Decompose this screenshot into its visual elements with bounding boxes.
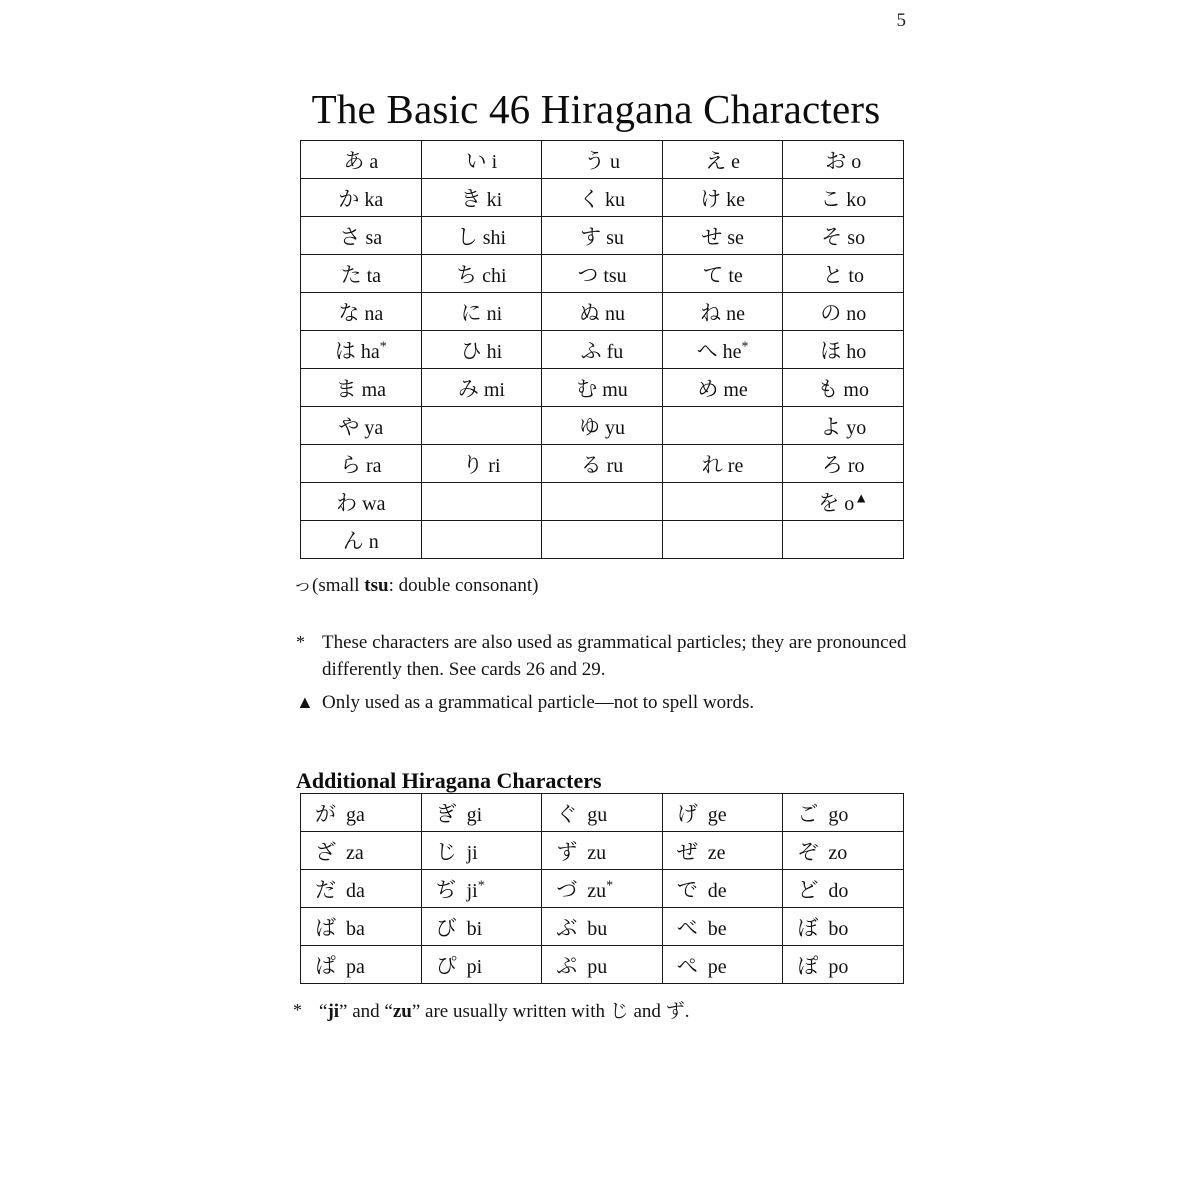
kana-glyph: ら xyxy=(340,452,362,477)
romaji-label: zu xyxy=(582,841,607,864)
table-cell-pu xyxy=(542,946,663,984)
romaji-label: da xyxy=(341,879,365,902)
romaji-label: o xyxy=(846,150,862,173)
romaji-label: ga xyxy=(341,803,365,826)
table-cell-empty xyxy=(542,521,663,559)
table-cell-pa xyxy=(301,946,422,984)
romaji-label: su xyxy=(601,226,624,249)
table-cell-ta xyxy=(301,255,422,293)
table-cell-hi xyxy=(421,331,542,369)
kana-glyph: さ xyxy=(339,224,361,249)
romaji-label: ya xyxy=(359,416,384,439)
romaji-label: ma xyxy=(356,378,387,401)
romaji-label: re xyxy=(722,454,744,477)
romaji-label: pi xyxy=(461,955,483,978)
table-cell-e xyxy=(662,141,783,179)
romaji-label: gi xyxy=(461,803,483,826)
table-cell-ji xyxy=(421,870,542,908)
romaji-label: gu xyxy=(582,803,608,826)
romaji-label: ji xyxy=(461,841,478,864)
kana-glyph: む xyxy=(576,376,598,401)
table-row xyxy=(301,141,904,179)
table-row xyxy=(301,946,904,984)
page-number: 5 xyxy=(896,10,906,31)
table-cell-ka xyxy=(301,179,422,217)
table-cell-ha xyxy=(301,331,422,369)
romaji-label: e xyxy=(726,150,741,173)
romaji-label: ro xyxy=(842,454,865,477)
small-tsu-prefix: (small xyxy=(312,575,365,596)
romaji-label: n xyxy=(363,530,379,553)
table-row xyxy=(301,217,904,255)
table-cell-no xyxy=(783,293,904,331)
kana-glyph: げ xyxy=(676,801,698,826)
romaji-label: tsu xyxy=(598,264,627,287)
kana-glyph: ど xyxy=(797,877,819,902)
table-row xyxy=(301,908,904,946)
table-cell-to xyxy=(783,255,904,293)
romaji-label: shi xyxy=(477,226,507,249)
table-cell-be xyxy=(662,908,783,946)
table-cell-empty xyxy=(662,483,783,521)
table-cell-yo xyxy=(783,407,904,445)
footnote-jizu-suffix: . xyxy=(684,1001,690,1022)
additional-hiragana-heading: Additional Hiragana Characters xyxy=(296,768,602,794)
table-cell-o xyxy=(783,141,904,179)
table-row xyxy=(301,870,904,908)
table-cell-ko xyxy=(783,179,904,217)
table-cell-pi xyxy=(421,946,542,984)
table-cell-ma xyxy=(301,369,422,407)
asterisk-marker: * xyxy=(606,877,614,893)
romaji-label: be xyxy=(702,917,727,940)
table-cell-mu xyxy=(542,369,663,407)
small-tsu-note xyxy=(293,570,538,597)
table-cell-u xyxy=(542,141,663,179)
kana-glyph: お xyxy=(825,148,847,173)
kana-glyph: こ xyxy=(820,186,842,211)
romaji-label: bi xyxy=(461,917,483,940)
romaji-label: nu xyxy=(599,302,625,325)
kana-glyph: と xyxy=(822,262,844,287)
kana-glyph: ゆ xyxy=(578,414,600,439)
table-cell-shi xyxy=(421,217,542,255)
kana-glyph: ん xyxy=(342,528,364,553)
table-cell-gu xyxy=(542,794,663,832)
romaji-label: fu xyxy=(601,340,624,363)
kana-glyph: じ xyxy=(435,839,457,864)
kana-glyph: び xyxy=(435,915,457,940)
table-cell-empty xyxy=(542,483,663,521)
table-cell-da xyxy=(301,870,422,908)
basic-hiragana-table xyxy=(300,140,904,559)
asterisk-marker: * xyxy=(477,877,485,893)
kana-glyph: ぺ xyxy=(676,953,698,978)
romaji-label: te xyxy=(723,264,743,287)
romaji-label: go xyxy=(823,803,849,826)
table-cell-empty xyxy=(662,407,783,445)
kana-glyph: ぢ xyxy=(435,877,457,902)
kana-glyph: め xyxy=(697,376,719,401)
kana-glyph: よ xyxy=(820,414,842,439)
romaji-label: ke xyxy=(721,188,746,211)
kana-glyph: ぎ xyxy=(435,801,457,826)
table-cell-ki xyxy=(421,179,542,217)
footnote-asterisk-marker: * xyxy=(296,632,305,652)
table-row xyxy=(301,832,904,870)
table-row xyxy=(301,369,904,407)
table-row xyxy=(301,255,904,293)
kana-glyph: り xyxy=(462,452,484,477)
kana-glyph: づ xyxy=(556,877,578,902)
table-cell-ku xyxy=(542,179,663,217)
small-tsu-suffix: : double consonant) xyxy=(388,575,539,596)
table-cell-empty xyxy=(421,483,542,521)
kana-glyph: あ xyxy=(343,148,365,173)
table-cell-po xyxy=(783,946,904,984)
table-cell-ze xyxy=(662,832,783,870)
kana-glyph: て xyxy=(702,262,724,287)
table-cell-i xyxy=(421,141,542,179)
romaji-label: ka xyxy=(359,188,384,211)
romaji-label: chi xyxy=(477,264,507,287)
kana-glyph: く xyxy=(578,186,600,211)
kana-glyph: ぷ xyxy=(556,953,578,978)
kana-glyph: か xyxy=(338,186,360,211)
romaji-label: yo xyxy=(841,416,867,439)
kana-glyph: ま xyxy=(335,376,357,401)
table-cell-ro xyxy=(783,445,904,483)
kana-glyph: け xyxy=(700,186,722,211)
footnote-triangle-text: Only used as a grammatical particle—not to spell words. xyxy=(322,692,755,713)
romaji-label: i xyxy=(486,150,498,173)
additional-hiragana-table xyxy=(300,793,904,984)
table-cell-ho xyxy=(783,331,904,369)
table-cell-ke xyxy=(662,179,783,217)
table-cell-empty xyxy=(421,521,542,559)
kana-glyph: で xyxy=(676,877,698,902)
romaji-label: ha xyxy=(355,340,380,363)
kana-glyph: べ xyxy=(676,915,698,940)
romaji-label: no xyxy=(841,302,867,325)
kana-glyph: き xyxy=(460,186,482,211)
romaji-label: ni xyxy=(481,302,503,325)
kana-glyph: ね xyxy=(700,300,722,325)
romaji-label: a xyxy=(364,150,379,173)
table-cell-n xyxy=(301,521,422,559)
romaji-label: se xyxy=(722,226,744,249)
romaji-label: to xyxy=(843,264,864,287)
kana-glyph: に xyxy=(460,300,482,325)
romaji-label: u xyxy=(604,150,620,173)
table-cell-empty xyxy=(783,521,904,559)
kana-glyph: ろ xyxy=(821,452,843,477)
romaji-label: he xyxy=(717,340,742,363)
table-cell-te xyxy=(662,255,783,293)
table-row xyxy=(301,179,904,217)
footnote-jizu-mid3: and xyxy=(628,1001,666,1022)
table-row xyxy=(301,521,904,559)
romaji-label: ta xyxy=(361,264,382,287)
footnote-jizu-text xyxy=(319,998,913,1026)
table-cell-mi xyxy=(421,369,542,407)
table-cell-me xyxy=(662,369,783,407)
footnote-jizu-prefix: “ xyxy=(319,1001,328,1022)
table-row xyxy=(301,445,904,483)
basic-hiragana-table-body xyxy=(301,141,904,559)
kana-glyph: う xyxy=(583,148,605,173)
kana-glyph: ぼ xyxy=(797,915,819,940)
table-cell-ga xyxy=(301,794,422,832)
table-cell-bo xyxy=(783,908,904,946)
page-title: The Basic 46 Hiragana Characters xyxy=(311,86,881,133)
kana-glyph: ふ xyxy=(580,338,602,363)
table-cell-de xyxy=(662,870,783,908)
kana-glyph: た xyxy=(340,262,362,287)
table-cell-ji xyxy=(421,832,542,870)
romaji-label: pu xyxy=(582,955,608,978)
romaji-label: bo xyxy=(823,917,849,940)
kana-glyph: ば xyxy=(315,915,336,940)
table-cell-zu xyxy=(542,832,663,870)
romaji-label: bu xyxy=(582,917,608,940)
table-cell-bu xyxy=(542,908,663,946)
kana-glyph: し xyxy=(456,224,478,249)
romaji-label: za xyxy=(341,841,364,864)
table-row xyxy=(301,331,904,369)
additional-hiragana-table-body xyxy=(301,794,904,984)
romaji-label: ze xyxy=(702,841,726,864)
footnote-jizu-kana-zu: ず xyxy=(665,1000,685,1022)
kana-glyph: は xyxy=(334,338,356,363)
table-cell-ne xyxy=(662,293,783,331)
kana-glyph: な xyxy=(338,300,360,325)
footnote-jizu xyxy=(293,998,913,1026)
table-cell-gi xyxy=(421,794,542,832)
kana-glyph: も xyxy=(817,376,839,401)
kana-glyph: ぞ xyxy=(797,839,819,864)
table-cell-ri xyxy=(421,445,542,483)
footnote-jizu-bold-ji: ji xyxy=(327,1001,340,1022)
romaji-label: pe xyxy=(702,955,727,978)
table-cell-a xyxy=(301,141,422,179)
table-cell-re xyxy=(662,445,783,483)
romaji-label: ge xyxy=(702,803,727,826)
table-cell-bi xyxy=(421,908,542,946)
kana-glyph: ひ xyxy=(460,338,482,363)
kana-glyph: る xyxy=(580,452,602,477)
table-cell-tsu xyxy=(542,255,663,293)
table-row xyxy=(301,407,904,445)
kana-glyph: ぐ xyxy=(556,801,578,826)
footnote-jizu-kana-ji: じ xyxy=(609,1000,629,1022)
kana-glyph: い xyxy=(465,148,487,173)
footnote-asterisk-text: These characters are also used as grammatical particles; they are pronounced differently then. See cards 26 and 29. xyxy=(322,632,907,680)
footnote-triangle-marker: ▲ xyxy=(296,692,314,712)
kana-glyph: ぽ xyxy=(797,953,819,978)
kana-glyph: へ xyxy=(696,338,718,363)
footnote-jizu-mid1: ” and “ xyxy=(339,1001,393,1022)
table-cell-zu xyxy=(542,870,663,908)
footnote-triangle xyxy=(296,690,936,717)
romaji-label: o xyxy=(839,492,855,515)
asterisk-marker: * xyxy=(741,338,749,354)
romaji-label: ba xyxy=(341,917,365,940)
romaji-label: me xyxy=(718,378,748,401)
table-row xyxy=(301,293,904,331)
kana-glyph: が xyxy=(315,801,336,826)
table-cell-za xyxy=(301,832,422,870)
table-cell-na xyxy=(301,293,422,331)
romaji-label: mo xyxy=(838,378,869,401)
kana-glyph: み xyxy=(457,376,479,401)
table-cell-wa xyxy=(301,483,422,521)
kana-glyph: す xyxy=(580,224,602,249)
table-cell-nu xyxy=(542,293,663,331)
table-cell-se xyxy=(662,217,783,255)
table-cell-so xyxy=(783,217,904,255)
table-cell-ge xyxy=(662,794,783,832)
small-tsu-bold: tsu xyxy=(364,575,389,596)
table-cell-go xyxy=(783,794,904,832)
kana-glyph: だ xyxy=(315,877,336,902)
romaji-label: so xyxy=(842,226,866,249)
table-cell-chi xyxy=(421,255,542,293)
romaji-label: ki xyxy=(481,188,503,211)
kana-glyph: せ xyxy=(701,224,723,249)
romaji-label: ko xyxy=(841,188,867,211)
romaji-label: mu xyxy=(597,378,628,401)
romaji-label: ne xyxy=(721,302,746,325)
footnote-asterisk xyxy=(296,630,936,684)
romaji-label: na xyxy=(359,302,384,325)
romaji-label: ji xyxy=(461,879,478,902)
kana-glyph: ざ xyxy=(315,839,336,864)
table-cell-sa xyxy=(301,217,422,255)
table-cell-ba xyxy=(301,908,422,946)
romaji-label: yu xyxy=(599,416,625,439)
table-cell-ru xyxy=(542,445,663,483)
table-cell-o xyxy=(783,483,904,521)
kana-glyph: や xyxy=(338,414,360,439)
table-cell-zo xyxy=(783,832,904,870)
table-cell-ni xyxy=(421,293,542,331)
romaji-label: hi xyxy=(481,340,503,363)
romaji-label: ho xyxy=(841,340,867,363)
table-row xyxy=(301,483,904,521)
kana-glyph: を xyxy=(818,490,840,515)
kana-glyph: ず xyxy=(556,839,578,864)
table-cell-fu xyxy=(542,331,663,369)
kana-glyph: ご xyxy=(797,801,819,826)
table-cell-empty xyxy=(662,521,783,559)
romaji-label: do xyxy=(823,879,849,902)
footnote-jizu-marker: * xyxy=(293,1000,302,1020)
table-cell-ra xyxy=(301,445,422,483)
small-tsu-kana: っ xyxy=(293,574,313,596)
kana-glyph: ぴ xyxy=(435,953,457,978)
romaji-label: wa xyxy=(357,492,386,515)
kana-glyph: ぜ xyxy=(676,839,698,864)
kana-glyph: ほ xyxy=(820,338,842,363)
table-cell-do xyxy=(783,870,904,908)
romaji-label: mi xyxy=(478,378,505,401)
kana-glyph: え xyxy=(705,148,727,173)
romaji-label: zo xyxy=(823,841,848,864)
romaji-label: ra xyxy=(361,454,382,477)
footnote-jizu-bold-zu: zu xyxy=(392,1001,412,1022)
kana-glyph: そ xyxy=(821,224,843,249)
romaji-label: ru xyxy=(601,454,624,477)
kana-glyph: ぶ xyxy=(556,915,578,940)
table-row xyxy=(301,794,904,832)
romaji-label: pa xyxy=(341,955,365,978)
romaji-label: ku xyxy=(599,188,625,211)
kana-glyph: ち xyxy=(456,262,478,287)
romaji-label: ri xyxy=(483,454,501,477)
romaji-label: po xyxy=(823,955,849,978)
table-cell-mo xyxy=(783,369,904,407)
table-cell-yu xyxy=(542,407,663,445)
kana-glyph: わ xyxy=(336,490,358,515)
romaji-label: zu xyxy=(582,879,607,902)
table-cell-ya xyxy=(301,407,422,445)
asterisk-marker: * xyxy=(379,338,387,354)
table-cell-su xyxy=(542,217,663,255)
table-cell-empty xyxy=(421,407,542,445)
romaji-label: sa xyxy=(360,226,383,249)
kana-glyph: の xyxy=(820,300,842,325)
romaji-label: de xyxy=(702,879,727,902)
kana-glyph: つ xyxy=(577,262,599,287)
triangle-marker: ▲ xyxy=(854,490,869,506)
table-cell-pe xyxy=(662,946,783,984)
kana-glyph: ぬ xyxy=(578,300,600,325)
kana-glyph: ぱ xyxy=(315,953,336,978)
table-cell-he xyxy=(662,331,783,369)
footnote-jizu-mid2: ” are usually written with xyxy=(411,1001,610,1022)
kana-glyph: れ xyxy=(701,452,723,477)
